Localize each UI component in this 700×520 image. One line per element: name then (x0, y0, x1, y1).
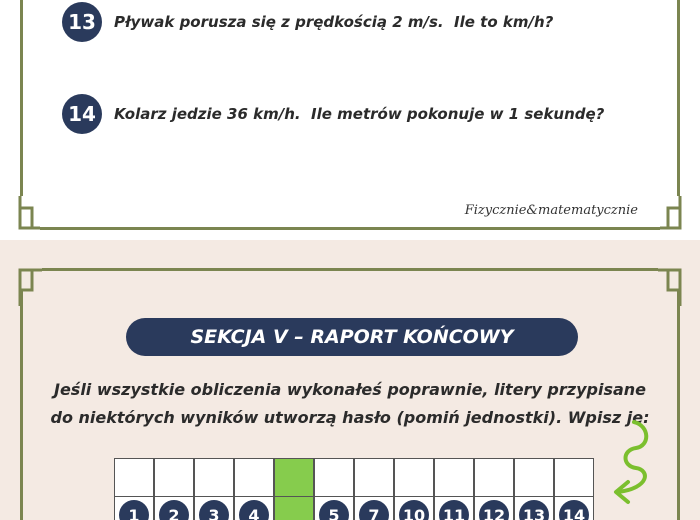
instruction-line-2: do niektórych wyników utworzą hasło (pomiń jednostki). Wpisz je: (50, 408, 650, 427)
frame-corner-bottom-left-icon (14, 190, 74, 240)
frame-bottom-line (40, 227, 660, 230)
frame-left-line-lower (20, 290, 23, 520)
instruction-line-1: Jeśli wszystkie obliczenia wykonałeś poprawnie, litery przypisane (53, 380, 647, 399)
grid-number-badge: 7 (359, 500, 389, 520)
grid-number-badge: 10 (399, 500, 429, 520)
question-number-badge: 14 (62, 94, 102, 134)
question-number-badge: 13 (62, 2, 102, 42)
question-text: Kolarz jedzie 36 km/h. Ile metrów pokonuje w 1 sekundę? (114, 105, 605, 123)
frame-corner-top-left-icon (14, 262, 74, 312)
curly-arrow-icon (606, 418, 666, 508)
grid-letter-cell[interactable] (234, 458, 274, 498)
grid-letter-cell[interactable] (474, 458, 514, 498)
grid-letter-cell[interactable] (194, 458, 234, 498)
grid-space-cell[interactable] (274, 458, 314, 498)
grid-letter-cell[interactable] (314, 458, 354, 498)
frame-right-line-lower (677, 290, 680, 520)
grid-space-cell[interactable] (274, 496, 314, 520)
grid-letter-cell[interactable] (554, 458, 594, 498)
grid-number-badge: 11 (439, 500, 469, 520)
grid-number-badge: 5 (319, 500, 349, 520)
grid-number-badge: 3 (199, 500, 229, 520)
section-title: SEKCJA V – RAPORT KOŃCOWY (126, 318, 578, 356)
question-14 (62, 94, 604, 134)
grid-letter-cell[interactable] (514, 458, 554, 498)
frame-top-line (42, 268, 658, 271)
question-13 (62, 2, 553, 42)
frame-right-line (677, 0, 680, 196)
grid-number-badge: 13 (519, 500, 549, 520)
question-text: Pływak porusza się z prędkością 2 m/s. Ile to km/h? (114, 13, 554, 31)
grid-number-badge: 14 (559, 500, 589, 520)
frame-left-line (20, 0, 23, 196)
task-card (0, 0, 700, 240)
grid-letter-cell[interactable] (354, 458, 394, 498)
grid-letter-cell[interactable] (114, 458, 154, 498)
grid-number-badge: 1 (119, 500, 149, 520)
grid-letter-cell[interactable] (394, 458, 434, 498)
frame-corner-top-right-icon (626, 262, 686, 312)
grid-letter-cell[interactable] (434, 458, 474, 498)
grid-letter-cell[interactable] (154, 458, 194, 498)
grid-number-badge: 4 (239, 500, 269, 520)
grid-number-badge: 12 (479, 500, 509, 520)
brand-signature: Fizycznie&matematycznie (464, 203, 638, 218)
grid-number-badge: 2 (159, 500, 189, 520)
